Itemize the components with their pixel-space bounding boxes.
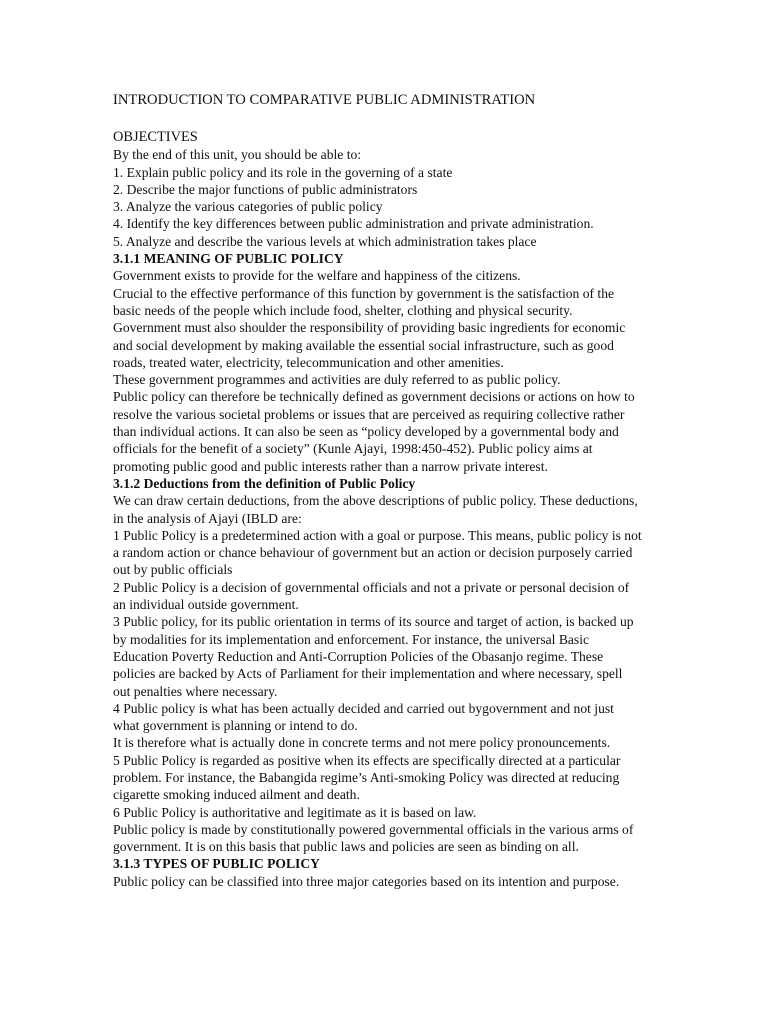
- body-text-line: by modalities for its implementation and enforcement. For instance, the universal Basic: [113, 631, 590, 647]
- objective-item: 1. Explain public policy and its role in the governing of a state: [113, 164, 453, 180]
- body-text-line: Public policy is made by constitutionally powered governmental officials in the various arms of: [113, 821, 634, 837]
- body-text-line: cigarette smoking induced ailment and death.: [113, 787, 360, 803]
- body-text-line: and social development by making available the essential social infrastructure, such as good: [113, 337, 614, 353]
- objective-item: 4. Identify the key differences between public administration and private administration.: [113, 216, 594, 232]
- body-text-line: Public policy can be classified into three major categories based on its intention and purpose.: [113, 873, 620, 889]
- body-text-line: 1 Public Policy is a predetermined action with a goal or purpose. This means, public policy is not: [113, 527, 642, 543]
- body-text-line: It is therefore what is actually done in concrete terms and not mere policy pronouncements.: [113, 735, 611, 751]
- section-heading-meaning-of-public-policy: 3.1.1 MEANING OF PUBLIC POLICY: [113, 251, 344, 267]
- body-text-line: promoting public good and public interests rather than a narrow private interest.: [113, 458, 548, 474]
- objective-item: 5. Analyze and describe the various levels at which administration takes place: [113, 233, 537, 249]
- body-text-line: These government programmes and activities are duly referred to as public policy.: [113, 372, 561, 388]
- body-text-line: officials for the benefit of a society” (Kunle Ajayi, 1998:450-452). Public policy aims at: [113, 441, 593, 457]
- body-text-line: out penalties where necessary.: [113, 683, 278, 699]
- body-text-line: than individual actions. It can also be seen as “policy developed by a governmental body and: [113, 424, 619, 440]
- body-text-line: government. It is on this basis that public laws and policies are seen as binding on all.: [113, 839, 579, 855]
- body-text-line: a random action or chance behaviour of government but an action or decision purposely carried: [113, 545, 633, 561]
- body-text-line: Crucial to the effective performance of this function by government is the satisfaction of the: [113, 285, 615, 301]
- body-text-line: We can draw certain deductions, from the above descriptions of public policy. These deductions,: [113, 493, 638, 509]
- document-title: INTRODUCTION TO COMPARATIVE PUBLIC ADMINISTRATION: [113, 92, 536, 108]
- section-body-types-of-public-policy: [113, 873, 713, 890]
- objectives-heading: OBJECTIVES: [113, 129, 198, 145]
- objective-item: 2. Describe the major functions of public administrators: [113, 181, 418, 197]
- body-text-line: Public policy can therefore be technically defined as government decisions or actions on how to: [113, 389, 635, 405]
- body-text-line: an individual outside government.: [113, 597, 299, 613]
- body-text-line: 4 Public policy is what has been actually decided and carried out bygovernment and not just: [113, 700, 614, 716]
- body-text-line: in the analysis of Ajayi (IBLD are:: [113, 510, 302, 526]
- objectives-list: [113, 164, 713, 250]
- body-text-line: problem. For instance, the Babangida regime’s Anti-smoking Policy was directed at reducing: [113, 769, 620, 785]
- body-text-line: 3 Public policy, for its public orientation in terms of its source and target of action, is backed up: [113, 614, 634, 630]
- body-text-line: 5 Public Policy is regarded as positive when its effects are specifically directed at a particular: [113, 752, 621, 768]
- body-text-line: basic needs of the people which include food, shelter, clothing and physical security.: [113, 302, 573, 318]
- body-text-line: policies are backed by Acts of Parliament for their implementation and where necessary, spell: [113, 666, 623, 682]
- section-body-meaning-of-public-policy: [113, 267, 713, 475]
- body-text-line: Government must also shoulder the responsibility of providing basic ingredients for economic: [113, 320, 626, 336]
- objectives-intro: By the end of this unit, you should be able to:: [113, 147, 362, 163]
- body-text-line: Education Poverty Reduction and Anti-Corruption Policies of the Obasanjo regime. These: [113, 648, 604, 664]
- body-text-line: 2 Public Policy is a decision of governmental officials and not a private or personal decision of: [113, 579, 630, 595]
- section-body-deductions: [113, 492, 713, 855]
- objective-item: 3. Analyze the various categories of public policy: [113, 199, 383, 215]
- document-page: [113, 91, 713, 890]
- section-heading-deductions: 3.1.2 Deductions from the definition of Public Policy: [113, 475, 416, 491]
- body-text-line: resolve the various societal problems or issues that are perceived as requiring collective rather: [113, 406, 625, 422]
- body-text-line: 6 Public Policy is authoritative and legitimate as it is based on law.: [113, 804, 477, 820]
- body-text-line: what government is planning or intend to do.: [113, 718, 358, 734]
- body-text-line: out by public officials: [113, 562, 233, 578]
- body-text-line: Government exists to provide for the welfare and happiness of the citizens.: [113, 268, 521, 284]
- section-heading-types-of-public-policy: 3.1.3 TYPES OF PUBLIC POLICY: [113, 856, 320, 872]
- body-text-line: roads, treated water, electricity, telecommunication and other amenities.: [113, 354, 504, 370]
